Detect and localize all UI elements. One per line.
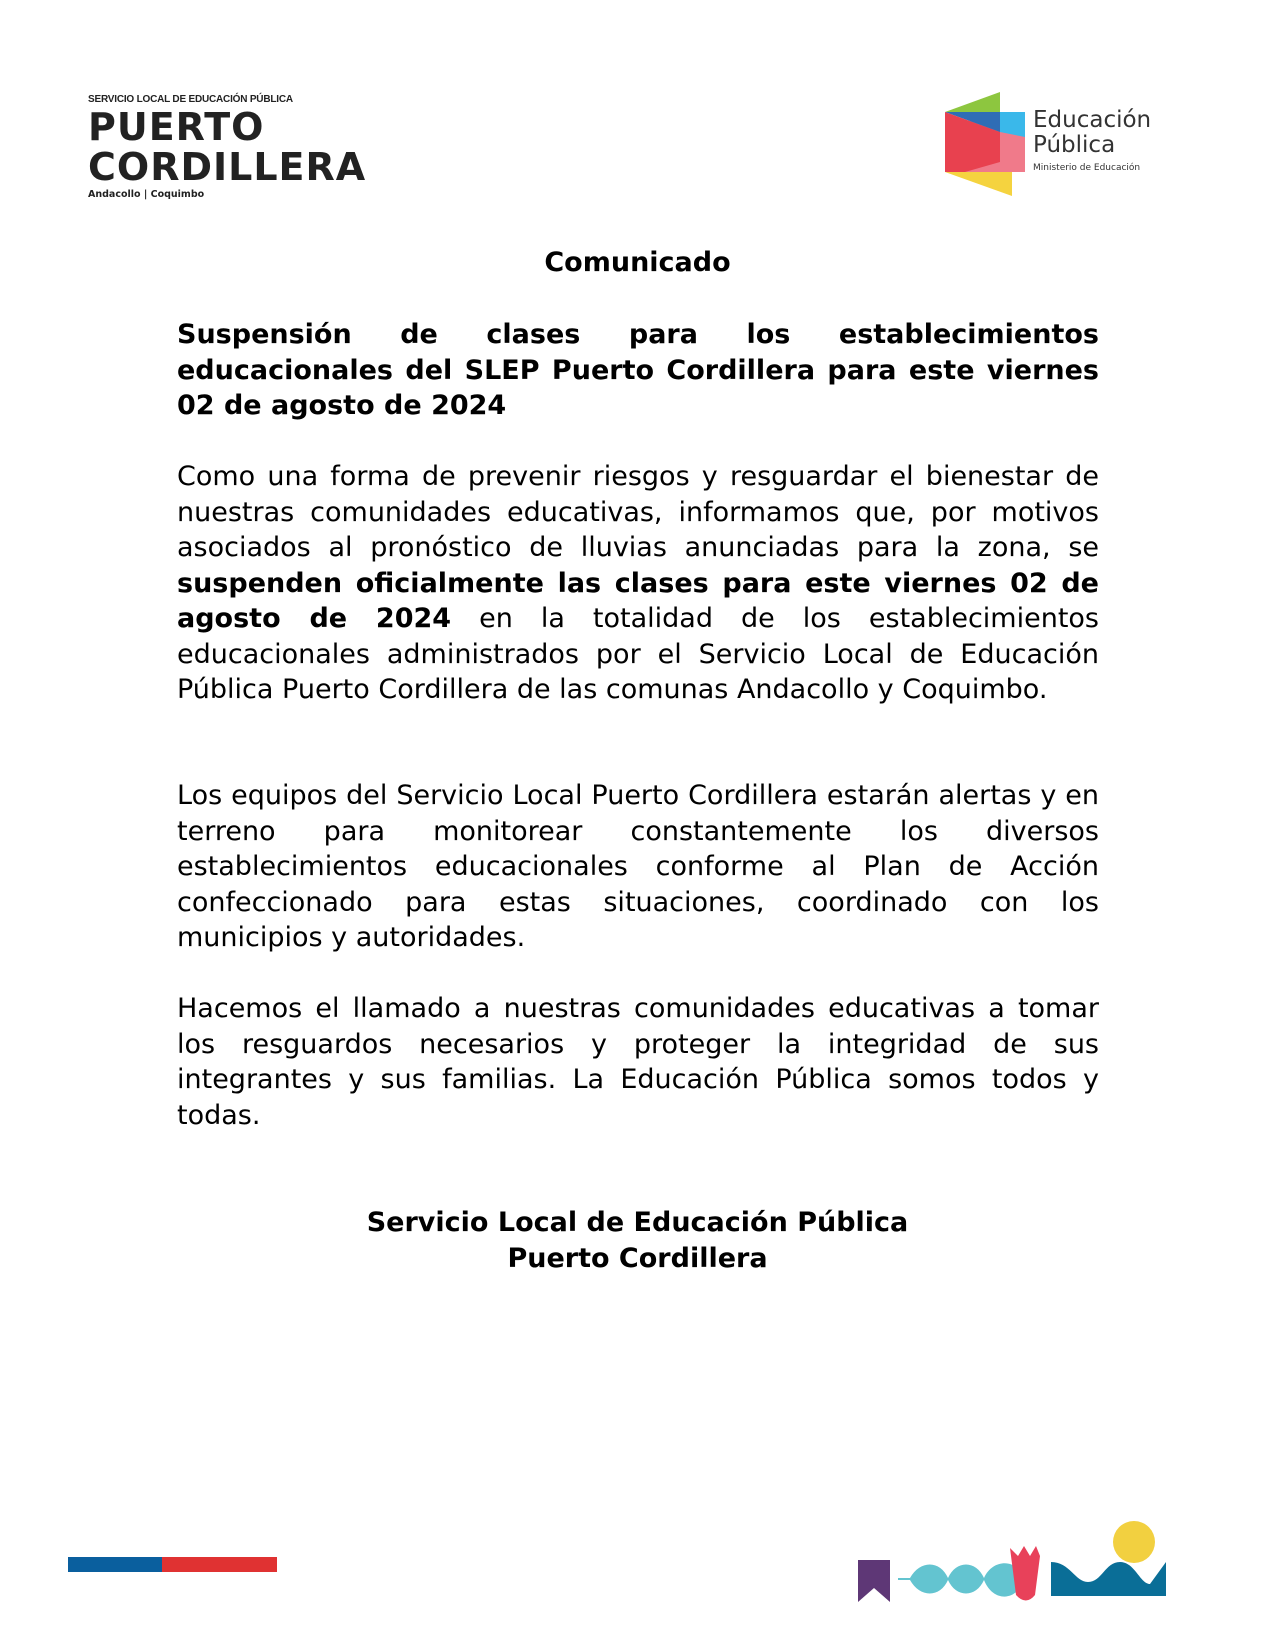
bookmark-shape-icon xyxy=(858,1560,890,1602)
flag-bar-blue xyxy=(68,1557,162,1572)
signature-line-2: Puerto Cordillera xyxy=(507,1243,768,1274)
paragraph-2: Los equipos del Servicio Local Puerto Cordillera estarán alertas y en terreno para monitorear constantemente los diversos establecimientos educacionales conforme al Plan de Acción confeccionado para estas situaciones, coordinado con los municipios y autoridades. xyxy=(177,780,1099,953)
document-title: Comunicado xyxy=(544,247,731,278)
flag-bar-red xyxy=(162,1557,277,1572)
paragraph-3: Hacemos el llamado a nuestras comunidades educativas a tomar los resguardos necesarios y proteger la integridad de sus integrantes y sus familias. La Educación Pública somos todos y todas. xyxy=(177,993,1099,1131)
regional-illustration-icon xyxy=(840,1500,1180,1620)
signature-line-1: Servicio Local de Educación Pública xyxy=(366,1207,909,1238)
mountains-shape-icon xyxy=(1051,1562,1166,1596)
waves-shape-icon xyxy=(898,1563,1018,1596)
paragraph-1: Como una forma de prevenir riesgos y resguardar el bienestar de nuestras comunidades educativas, informamos que, por motivos asociados al pronóstico de lluvias anunciadas para la zona, se suspenden oficialmente las clases para este viernes 02 de agosto de 2024 en la totalidad de los establecimientos educacionales administrados por el Servicio Local de Educación Pública Puerto Cordillera de las comunas Andacollo y Coquimbo. xyxy=(177,461,1099,705)
sun-icon xyxy=(1113,1521,1155,1563)
document-heading: Suspensión de clases para los establecimientos educacionales del SLEP Puerto Cordillera para este viernes 02 de agosto de 2024 xyxy=(177,319,1099,421)
educacion-publica-logo: Educación Pública Ministerio de Educación xyxy=(945,92,1175,198)
suspension-notice: suspenden oficialmente las clases para este viernes 02 de agosto de 2024 xyxy=(177,567,1099,634)
puerto-cordillera-logo: SERVICIO LOCAL DE EDUCACIÓN PÚBLICA PUERTO CORDILLERA Andacollo | Coquimbo xyxy=(88,94,367,200)
educacion-publica-emblem-icon xyxy=(945,92,1030,196)
